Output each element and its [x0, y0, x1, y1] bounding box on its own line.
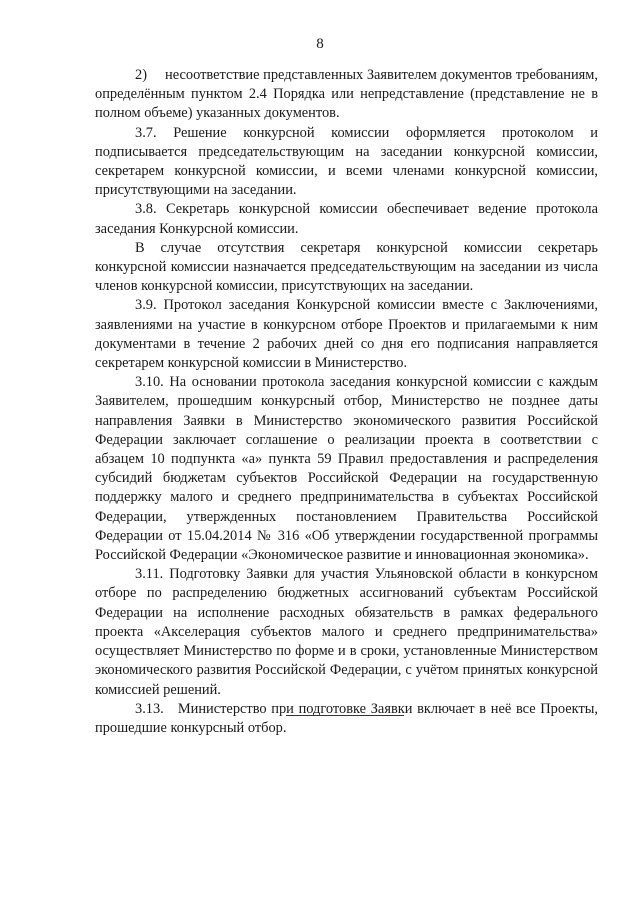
- page-number: 8: [316, 36, 324, 52]
- paragraph-item-2-noncompliance: 2) несоответствие представленных Заявителем документов требованиям, определённым пунктом 2.4 Порядка или непредставление (представление не в полном объеме) указанных документов.: [95, 67, 598, 122]
- paragraph-3-13: 3.13. Министерство при подготовке Заявки включает в неё все Проекты, прошедшие конкурсный отбор.: [95, 700, 598, 736]
- paragraph-3-7: 3.7. Решение конкурсной комиссии оформляется протоколом и подписывается председательствующим на заседании конкурсной комиссии, секретарем конкурсной комиссии, и всеми членами конкурсной комиссии, присутствующими на заседании.: [95, 124, 598, 199]
- document-body: [95, 66, 598, 738]
- paragraph-3-11: 3.11. Подготовку Заявки для участия Ульяновской области в конкурсном отборе по распределению бюджетных ассигнований субъектам Российской Федерации на исполнение расходных обязательств в рамках федерального проекта «Акселерация субъектов малого и среднего предпринимательства» осуществляет Министерство по форме и в сроки, установленные Министерством экономического развития Российской Федерации, с учётом принятых конкурсной комиссией решений.: [95, 566, 598, 698]
- paragraph-3-8: 3.8. Секретарь конкурсной комиссии обеспечивает ведение протокола заседания Конкурсной комиссии.: [95, 201, 598, 237]
- end-divider: [286, 715, 404, 716]
- paragraph-secretary-absence: В случае отсутствия секретаря конкурсной комиссии секретарь конкурсной комиссии назначается председательствующим на заседании из числа членов конкурсной комиссии, присутствующих на заседании.: [95, 239, 598, 295]
- paragraph-3-10: 3.10. На основании протокола заседания конкурсной комиссии с каждым Заявителем, прошедшим конкурсный отбор, Министерство не позднее даты направления Заявки в Министерство экономического развития Российской Федерации заключает соглашение о реализации проекта в соответствии с абзацем 10 подпункта «а» пункта 59 Правил предоставления и распределения субсидий бюджетам субъектов Российской Федерации на государственную поддержку малого и среднего предпринимательства в субъектах Российской Федерации, утвержденных постановлением Правительства Российской Федерации от 15.04.2014 № 316 «Об утверждении государственной программы Российской Федерации «Экономическое развитие и инновационная экономика».: [95, 374, 598, 564]
- paragraph-3-9: 3.9. Протокол заседания Конкурсной комиссии вместе с Заключениями, заявлениями на участие в конкурсном отборе Проектов и прилагаемыми к ним документами в течение 2 рабочих дней со дня его подписания направляется секретарем конкурсной комиссии в Министерство.: [95, 297, 598, 372]
